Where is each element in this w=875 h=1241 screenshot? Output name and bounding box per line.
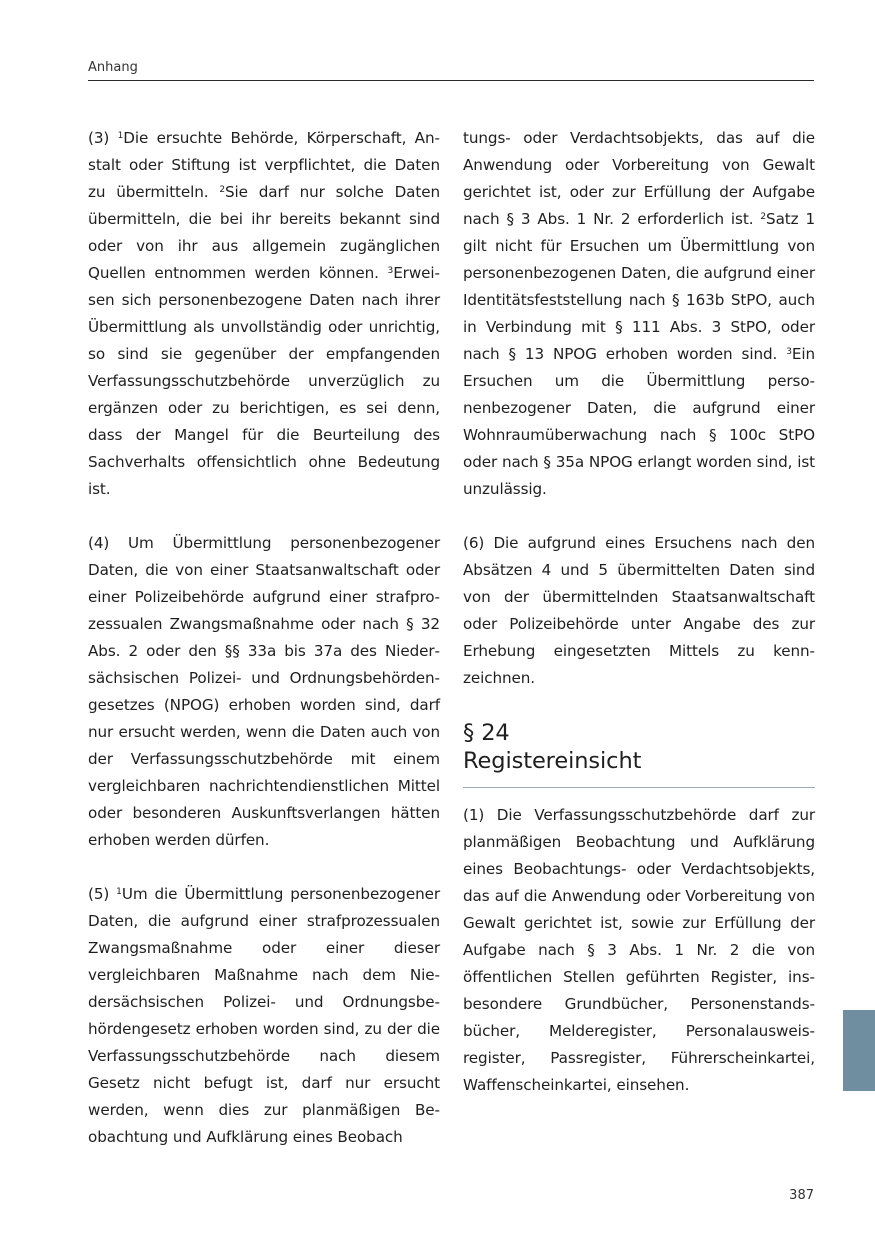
page-number: 387: [789, 1188, 814, 1203]
section-24-paragraph-1: (1) Die Verfassungsschutzbehörde darf zur planmäßigen Beobachtung und Aufklärung eines Beobachtungs- oder Verdachtsobjekts, das auf die Anwendung oder Vorbereitung von Gewalt gerichtet ist, sowie zur Erfüllung der Aufgabe nach § 3 Abs. 1 Nr. 2 die von öffentlichen Stellen geführten Register, insbesondere Grundbücher, Personenstandsbücher, Melderegister, Personalausweisregister, Passregister, Führerscheinkartei, Waffenscheinkartei, einsehen.: [463, 806, 815, 1094]
sentence-number: 2: [219, 185, 225, 195]
sentence-number: 3: [786, 347, 792, 357]
sentence-number: 3: [387, 266, 394, 276]
section-title: Registereinsicht: [463, 748, 642, 774]
sentence-number: 2: [760, 212, 767, 222]
chapter-thumb-tab: [843, 1010, 875, 1091]
section-number: § 24: [463, 720, 510, 746]
paragraph-5-continued: tungs- oder Verdachtsobjekts, das auf die Anwendung oder Vorbereitung von Gewalt gerichtet ist, oder zur Erfüllung der Aufgabe nach § 3 Abs. 1 Nr. 2 erforderlich ist. $^2$Satz 1 gilt nicht für Ersuchen um Übermittlung von personenbezogenen Daten, die aufgrund einer Identitätsfeststellung nach § 163b StPO, auch in Verbindung mit § 111 Abs. 3 StPO, oder nach § 13 NPOG erhoben worden sind. $^3$Ein Ersuchen um die Übermittlung personenbezogener Daten, die aufgrund einer Wohnraumüberwachung nach § 100c StPO oder nach § 35a NPOG erlangt worden sind, ist unzulässig.: [463, 129, 816, 498]
header-title: Anhang: [88, 60, 138, 75]
paragraph-5: (5) $^1$Um die Übermittlung personenbezogener Daten, die aufgrund einer strafprozessualen Zwangsmaßnahme oder einer dieser vergleichbaren Maßnahme nach dem Niedersächsischen Polizei- und Ordnungsbehördengesetz erhoben worden sind, zu der die Verfassungsschutzbehörde nach diesem Gesetz nicht befugt ist, darf nur ersucht werden, wenn dies zur planmäßigen Beobachtung und Aufklärung eines Beobach: [88, 885, 440, 1146]
section-heading: [463, 719, 815, 788]
running-header: [88, 56, 814, 81]
paragraph-4: (4) Um Übermittlung personenbezogener Daten, die von einer Staatsanwaltschaft oder einer Polizeibehörde aufgrund einer strafprozessualen Zwangsmaßnahme oder nach § 32 Abs. 2 oder den §§ 33a bis 37a des Niedersächsischen Polizei- und Ordnungsbehördengesetzes (NPOG) erhoben worden sind, darf nur ersucht werden, wenn die Daten auch von der Verfassungsschutzbehörde mit einem vergleichbaren nachrichtendienstlichen Mittel oder besonderen Auskunftsverlangen hätten erhoben werden dürfen.: [88, 534, 440, 849]
sentence-number: 1: [116, 887, 122, 897]
right-column: [463, 125, 815, 1126]
sentence-number: 1: [117, 131, 124, 141]
paragraph-6: (6) Die aufgrund eines Ersuchens nach den Absätzen 4 und 5 übermittelten Daten sind von der übermittelnden Staatsanwaltschaft oder Polizeibehörde unter Angabe des zur Erhebung eingesetzten Mittels zu kennzeichnen.: [463, 534, 815, 687]
paragraph-3: (3) $^1$Die ersuchte Behörde, Körperschaft, Anstalt oder Stiftung ist verpflichtet, die Daten zu übermitteln. $^2$Sie darf nur solche Daten übermitteln, die bei ihr bereits bekannt sind oder von ihr aus allgemein zugänglichen Quellen entnommen werden können. $^3$Erweisen sich personenbezogene Daten nach ihrer Übermittlung als unvollständig oder unrichtig, so sind sie gegenüber der empfangenden Verfassungsschutzbehörde unverzüglich zu ergänzen oder zu berichtigen, es sei denn, dass der Mangel für die Beurteilung des Sachverhalts offensichtlich ohne Bedeutung ist.: [88, 129, 441, 498]
left-column: [88, 125, 440, 1178]
